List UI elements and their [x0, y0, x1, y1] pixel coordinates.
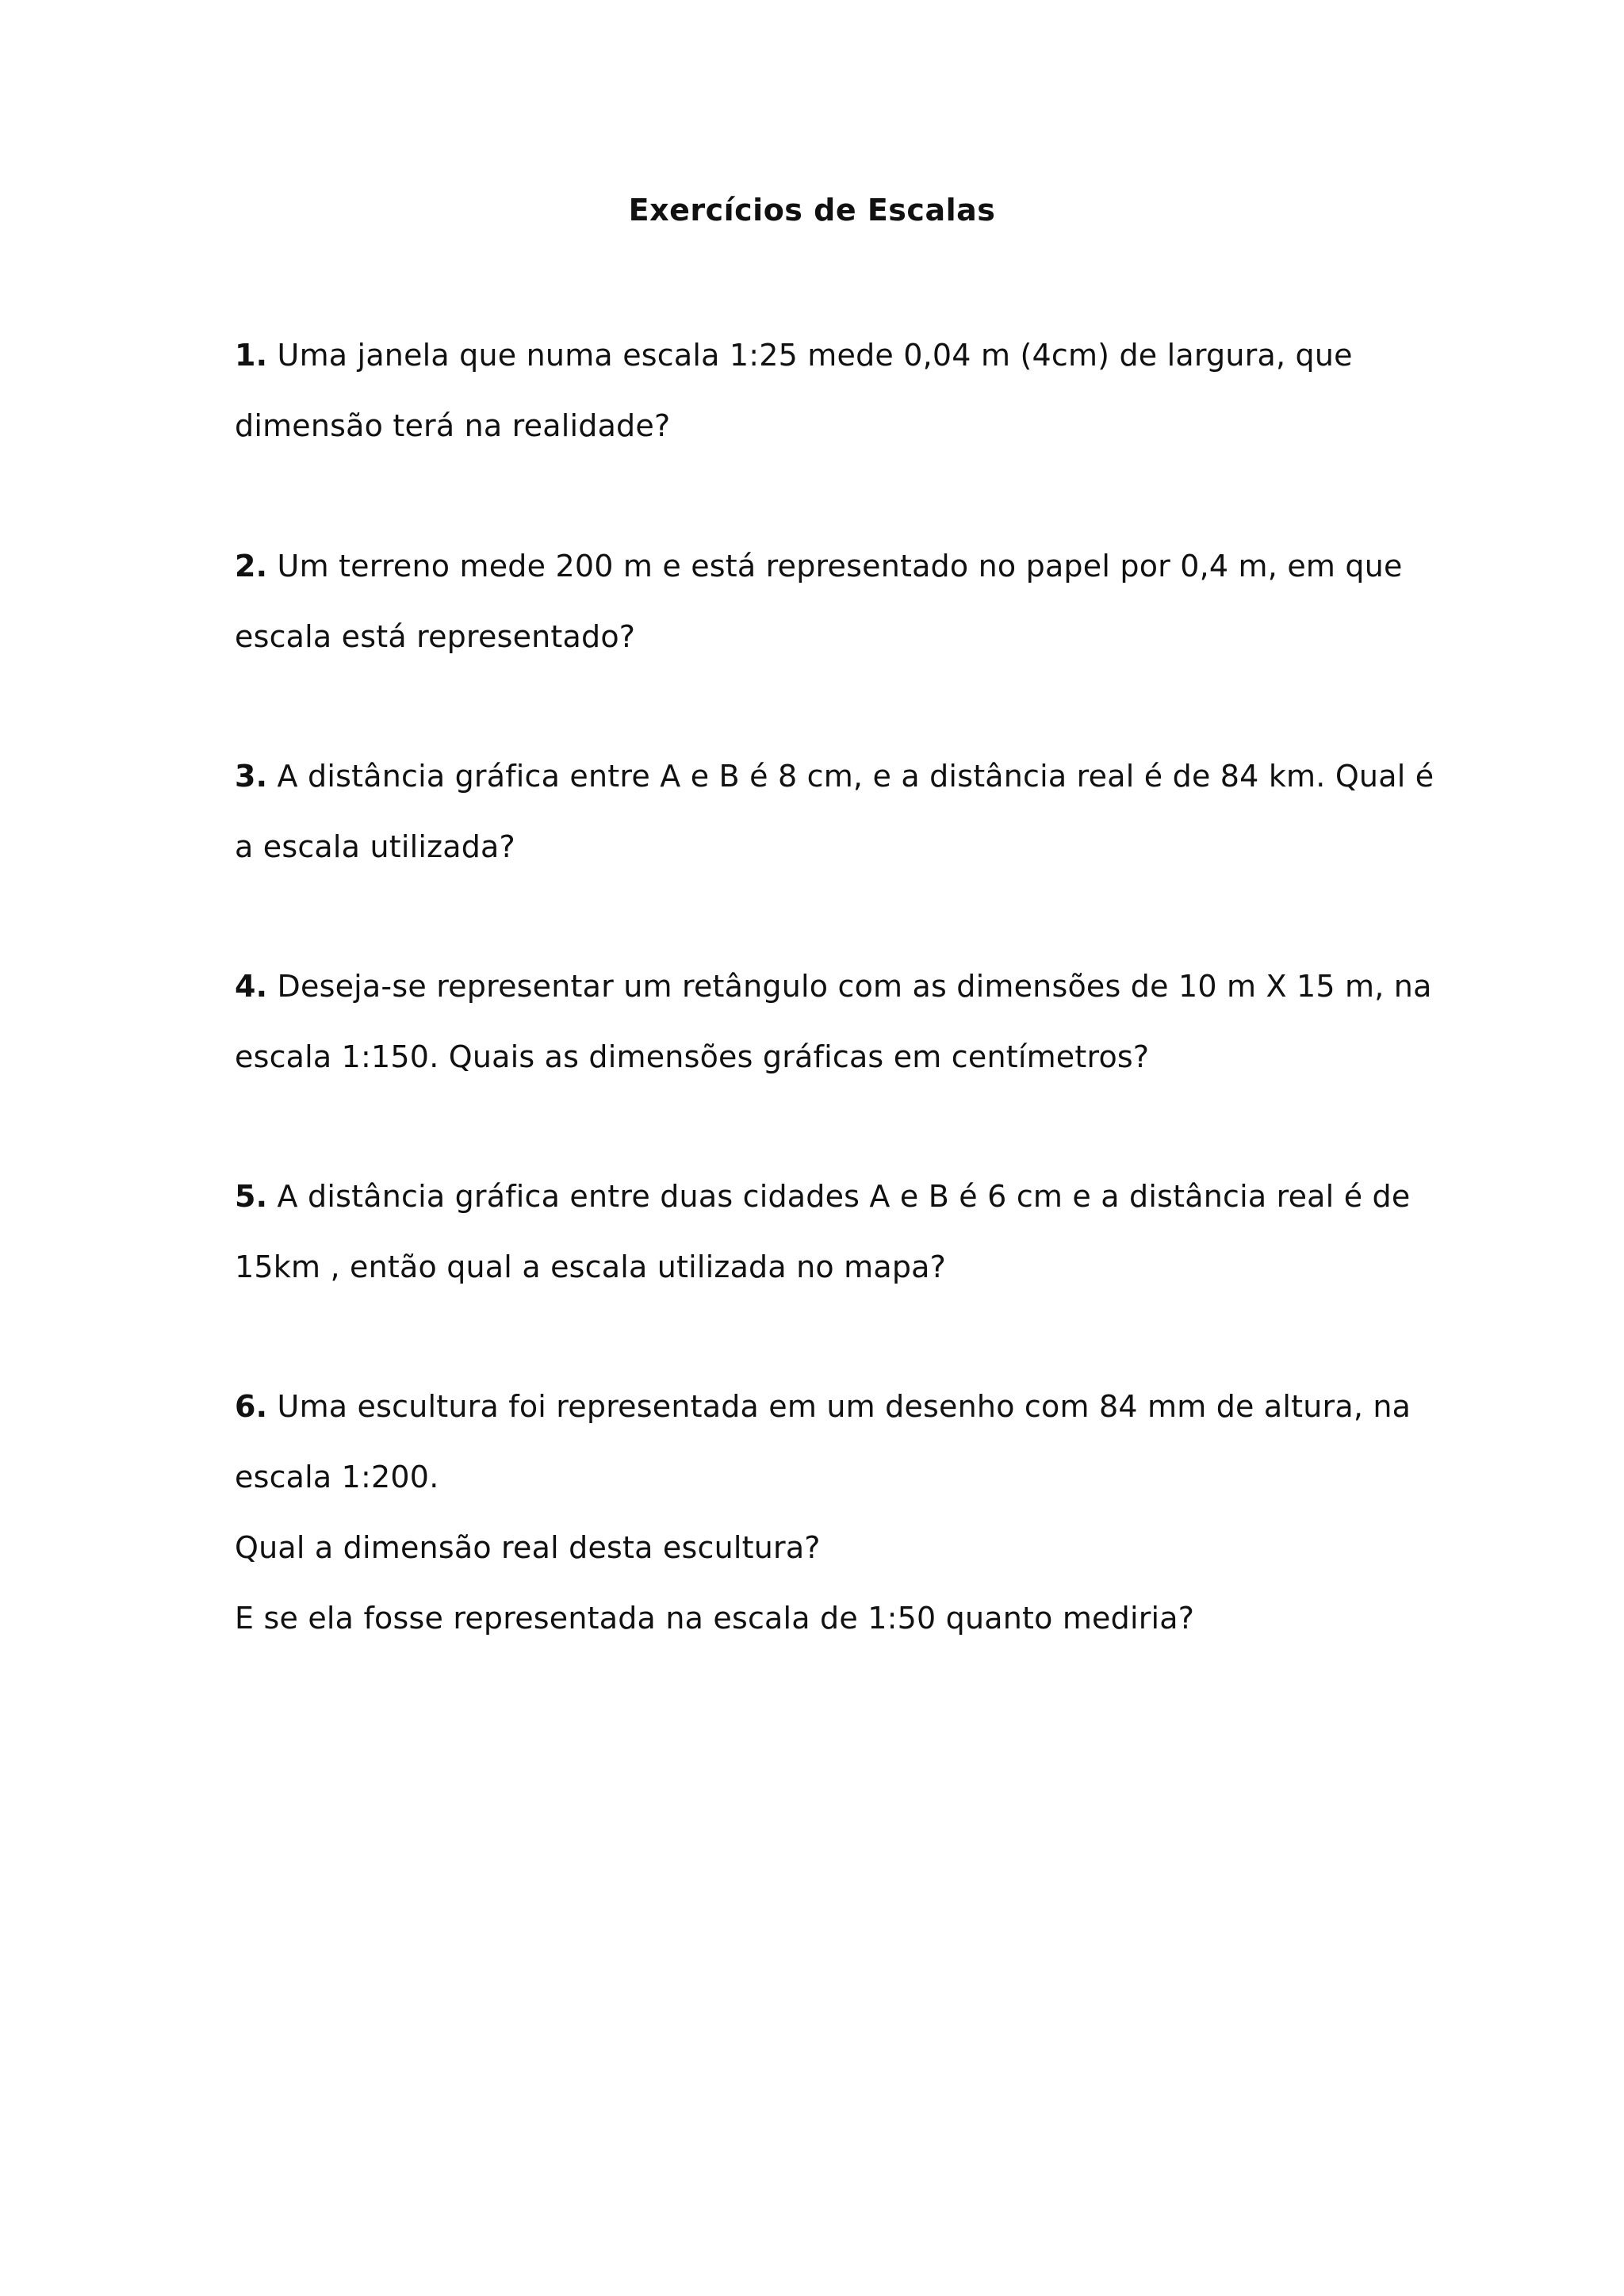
question-line: escala 1:200.	[235, 1460, 439, 1494]
question-number: 4.	[235, 969, 268, 1004]
question-text: A distância gráfica entre duas cidades A e B é 6 cm e a distância real é de	[267, 1179, 1411, 1214]
question-line: Qual a dimensão real desta escultura?	[235, 1530, 821, 1565]
question-line: escala está representado?	[235, 619, 636, 654]
question-text: Uma janela que numa escala 1:25 mede 0,04 m (4cm) de largura, que	[267, 338, 1353, 373]
question-line: dimensão terá na realidade?	[235, 408, 671, 443]
question-line	[235, 320, 1400, 391]
page-title: Exercícios de Escalas	[628, 193, 996, 228]
question-number: 2.	[235, 549, 268, 584]
question-line	[235, 1161, 1411, 1232]
question-1	[235, 320, 1400, 461]
question-line: E se ela fosse representada na escala de 1:50 quanto mediria?	[235, 1601, 1195, 1636]
question-number: 3.	[235, 759, 268, 794]
question-line: escala 1:150. Quais as dimensões gráficas em centímetros?	[235, 1039, 1150, 1074]
question-line: 15km , então qual a escala utilizada no mapa?	[235, 1249, 947, 1284]
question-line	[235, 741, 1434, 812]
question-text: Deseja-se representar um retângulo com as dimensões de 10 m X 15 m, na	[267, 969, 1432, 1004]
question-line	[235, 531, 1403, 602]
question-2	[235, 531, 1403, 672]
question-3	[235, 741, 1434, 882]
question-number: 1.	[235, 338, 268, 373]
question-line	[235, 951, 1432, 1022]
question-number: 6.	[235, 1389, 268, 1424]
question-text: A distância gráfica entre A e B é 8 cm, e a distância real é de 84 km. Qual é	[267, 759, 1434, 794]
question-6	[235, 1372, 1411, 1654]
question-text: Um terreno mede 200 m e está representado no papel por 0,4 m, em que	[267, 549, 1403, 584]
question-4	[235, 951, 1432, 1093]
question-line	[235, 1372, 1411, 1442]
question-number: 5.	[235, 1179, 268, 1214]
question-text: Uma escultura foi representada em um desenho com 84 mm de altura, na	[267, 1389, 1411, 1424]
question-line: a escala utilizada?	[235, 829, 515, 864]
question-5	[235, 1161, 1411, 1303]
